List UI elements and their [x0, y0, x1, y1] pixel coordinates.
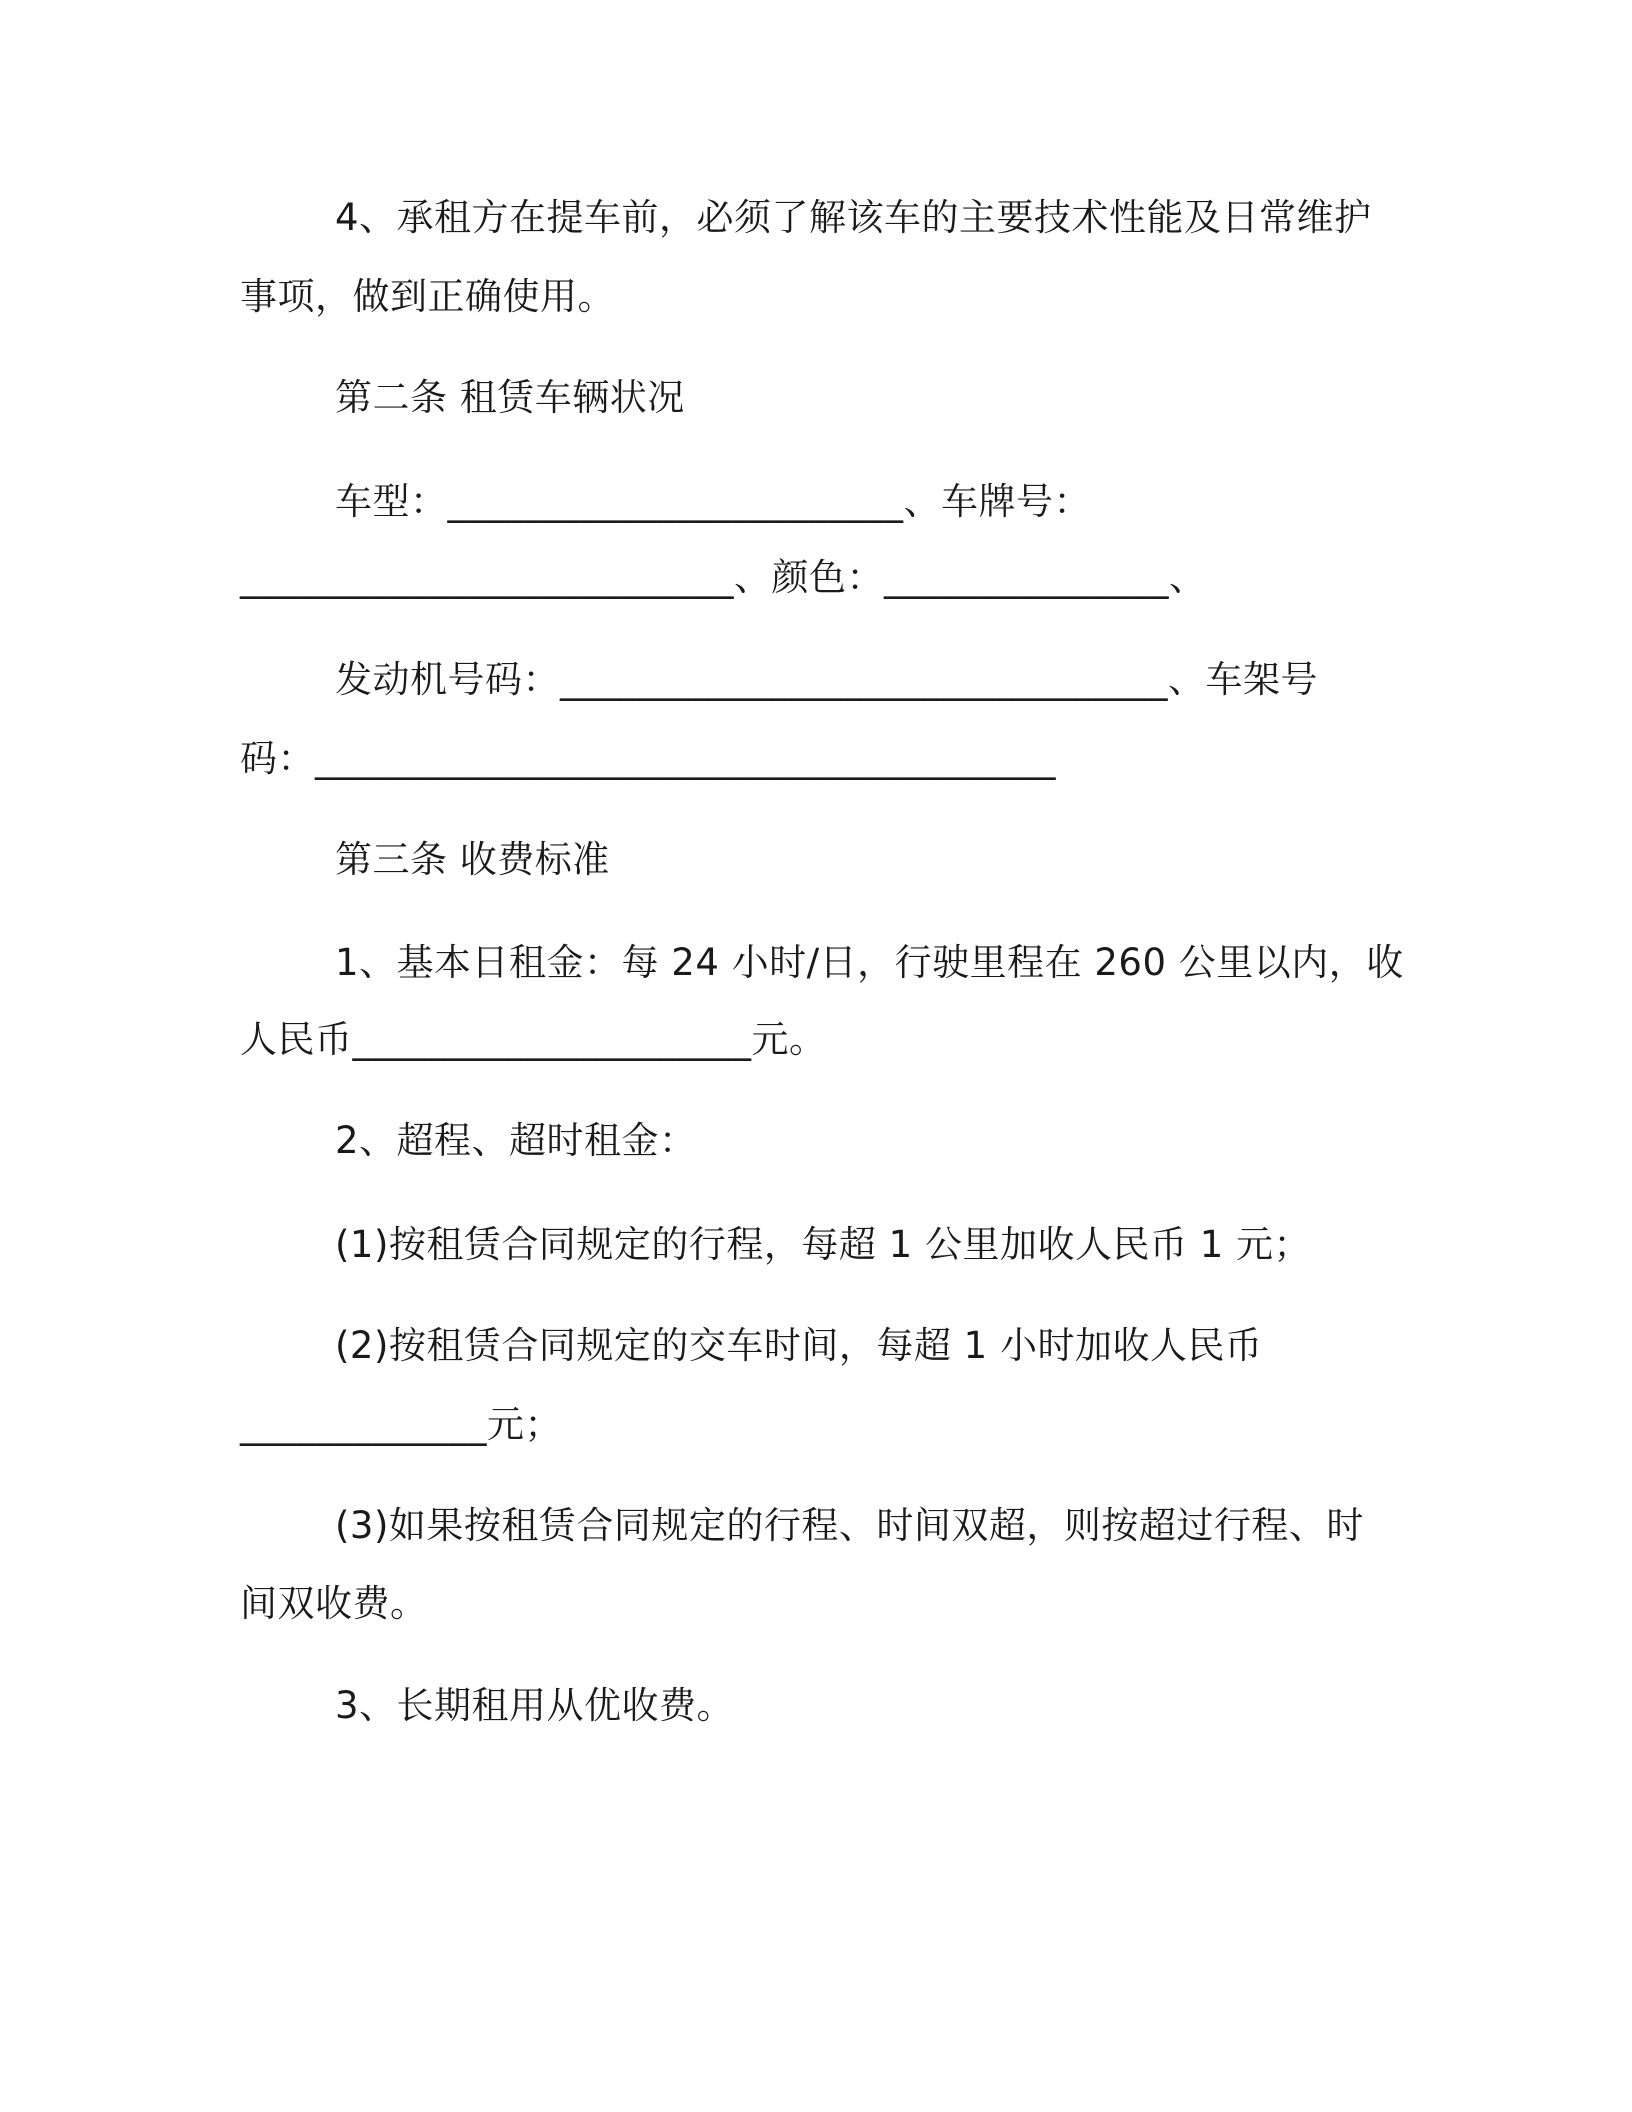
fee-item-2-sub-2-line-1: (2)按租赁合同规定的交车时间，每超 1 小时加收人民币 — [335, 1324, 1263, 1367]
fee-item-1-line-2: 人民币_____________________元。 — [240, 1018, 827, 1061]
fee-item-2-sub-3-line-1: (3)如果按租赁合同规定的行程、时间双超，则按超过行程、时 — [335, 1504, 1364, 1547]
fee-item-3: 3、长期租用从优收费。 — [335, 1684, 735, 1727]
vehicle-model-plate-line: 车型：________________________、车牌号： — [335, 480, 1091, 523]
fee-item-2-sub-3-line-2: 间双收费。 — [240, 1582, 428, 1625]
clause-item-4-line-2: 事项，做到正确使用。 — [240, 275, 615, 318]
fee-item-2: 2、超程、超时租金： — [335, 1119, 697, 1162]
engine-number-line: 发动机号码：________________________________、车架号 — [335, 658, 1318, 701]
frame-number-line: 码：_______________________________________ — [240, 737, 1056, 780]
vehicle-color-line: __________________________、颜色：_______________、 — [240, 556, 1207, 599]
fee-item-2-sub-2-line-2: _____________元； — [240, 1403, 562, 1446]
article-2-heading: 第二条 租赁车辆状况 — [335, 376, 685, 419]
fee-item-1-line-1: 1、基本日租金：每 24 小时/日，行驶里程在 260 公里以内，收 — [335, 941, 1404, 984]
clause-item-4-line-1: 4、承租方在提车前，必须了解该车的主要技术性能及日常维护 — [335, 196, 1372, 239]
fee-item-2-sub-1: (1)按租赁合同规定的行程，每超 1 公里加收人民币 1 元； — [335, 1223, 1312, 1266]
article-3-heading: 第三条 收费标准 — [335, 838, 610, 881]
